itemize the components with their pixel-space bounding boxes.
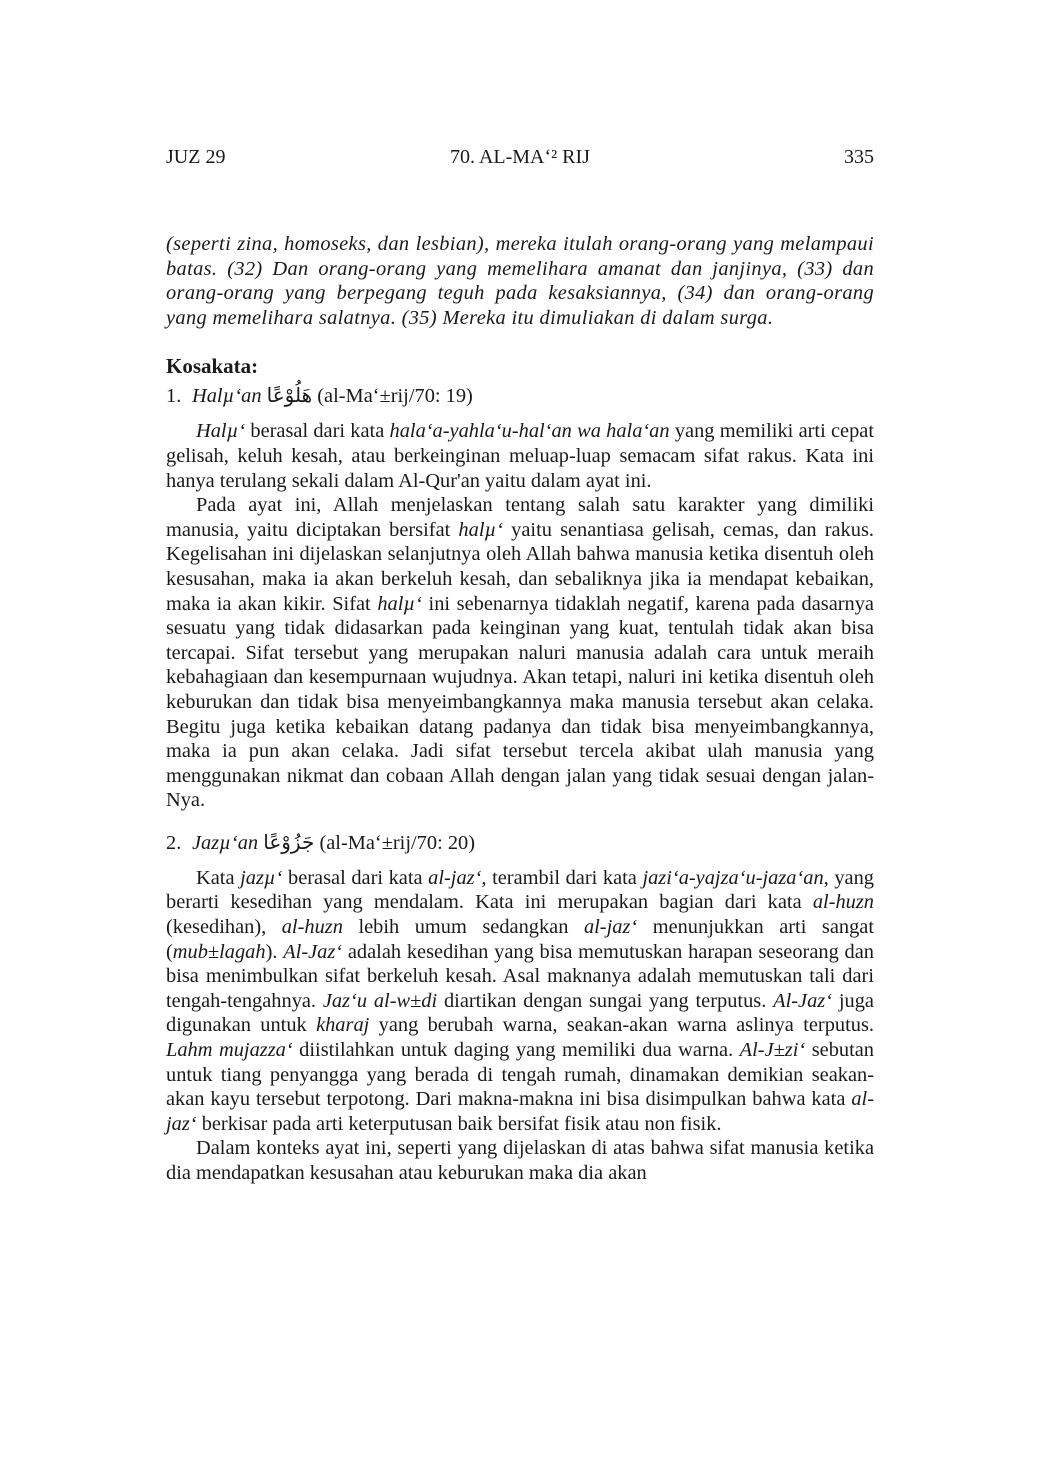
term-number: 2. — [166, 831, 182, 854]
vocab-term-1 — [166, 380, 874, 411]
term-arabic: جَزُوْعًا — [263, 829, 315, 854]
juz-label: JUZ 29 — [166, 146, 226, 168]
paragraph-jazu-context: Dalam konteks ayat ini, seperti yang dijelaskan di atas bahwa sifat manusia ketika dia mendapatkan kesusahan atau keburukan maka dia akan — [166, 1137, 874, 1184]
document-page — [166, 140, 874, 1186]
section-heading: Kosakata: — [166, 354, 259, 379]
term-latin: Halµ‘an — [192, 385, 262, 408]
page-number: 335 — [844, 146, 874, 168]
paragraph-jazu-definition: Kata jazµ‘ berasal dari kata al-jaz‘, terambil dari kata jazi‘a-yajza‘u-jaza‘an, yang berarti kesedihan yang mendalam. Kata ini merupakan bagian dari kata al-huzn (kesedihan), al-huzn lebih umum sedangkan al-jaz‘ menunjukkan arti sangat (mub±lagah). Al-Jaz‘ adalah kesedihan yang bisa memutuskan harapan seseorang dan bisa menimbulkan sifat berkeluh kesah. Asal maknanya adalah memutuskan tali dari tengah-tengahnya. Jaz‘u al-w±di diartikan dengan sungai yang terputus. Al-Jaz‘ juga digunakan untuk kharaj yang berubah warna, seakan-akan warna aslinya terputus. Lahm mujazza‘ diistilahkan untuk daging yang memiliki dua warna. Al-J±zi‘ sebutan untuk tiang penyangga yang berada di tengah rumah, dinamakan demikian seakan-akan kayu tersebut terpotong. Dari makna-makna ini bisa disimpulkan bahwa kata al-jaz‘ berkisar pada arti keterputusan baik bersifat fisik atau non fisik. — [166, 866, 874, 1135]
translation-excerpt: (seperti zina, homoseks, dan lesbian), mereka itulah orang-orang yang melampaui batas. (32) Dan orang-orang yang memelihara amanat dan janjinya, (33) dan orang-orang yang berpegang teguh pada kesaksiannya, (34) dan orang-orang yang memelihara salatnya. (35) Mereka itu dimuliakan di dalam surga. — [166, 233, 874, 329]
term-latin: Jazµ‘an — [192, 831, 259, 854]
vocab-term-2 — [166, 827, 874, 858]
paragraph-halu-explanation: Pada ayat ini, Allah menjelaskan tentang salah satu karakter yang dimiliki manusia, yaitu diciptakan bersifat halµ‘ yaitu senantiasa gelisah, cemas, dan rakus. Kegelisahan ini dijelaskan selanjutnya oleh Allah bahwa manusia ketika disentuh oleh kesusahan, maka ia akan berkeluh kesah, dan sebaliknya jika ia mendapat kebaikan, maka ia akan kikir. Sifat halµ‘ ini sebenarnya tidaklah negatif, karena pada dasarnya sesuatu yang tidak didasarkan pada keinginan yang kuat, tentulah tidak akan bisa tercapai. Sifat tersebut yang merupakan naluri manusia adalah cara untuk meraih kebahagiaan dan kesempurnaan wujudnya. Akan tetapi, naluri ini ketika disentuh oleh keburukan dan tidak bisa menyeimbangkannya maka manusia tersebut akan celaka. Begitu juga ketika kebaikan datang padanya dan tidak bisa menyeimbangkannya, maka ia pun akan celaka. Jadi sifat tersebut tercela akibat ulah manusia yang menggunakan nikmat dan cobaan Allah dengan jalan yang tidak sesuai dengan jalan-Nya. — [166, 494, 874, 812]
term-reference: (al-Ma‘±rij/70: 20) — [319, 831, 476, 854]
term-reference: (al-Ma‘±rij/70: 19) — [317, 385, 473, 408]
running-header — [166, 140, 874, 174]
paragraph-halu-definition: Halµ‘ berasal dari kata hala‘a-yahla‘u-hal‘an wa hala‘an yang memiliki arti cepat gelisah, keluh kesah, atau berkeinginan meluap-luap semacam sifat rakus. Kata ini hanya terulang sekali dalam Al-Qur'an yaitu dalam ayat ini. — [166, 420, 875, 492]
term-number: 1. — [166, 385, 182, 408]
term-arabic: هَلُوْعًا — [266, 383, 313, 408]
surah-title: 70. AL-MA‘² RIJ — [450, 146, 590, 168]
